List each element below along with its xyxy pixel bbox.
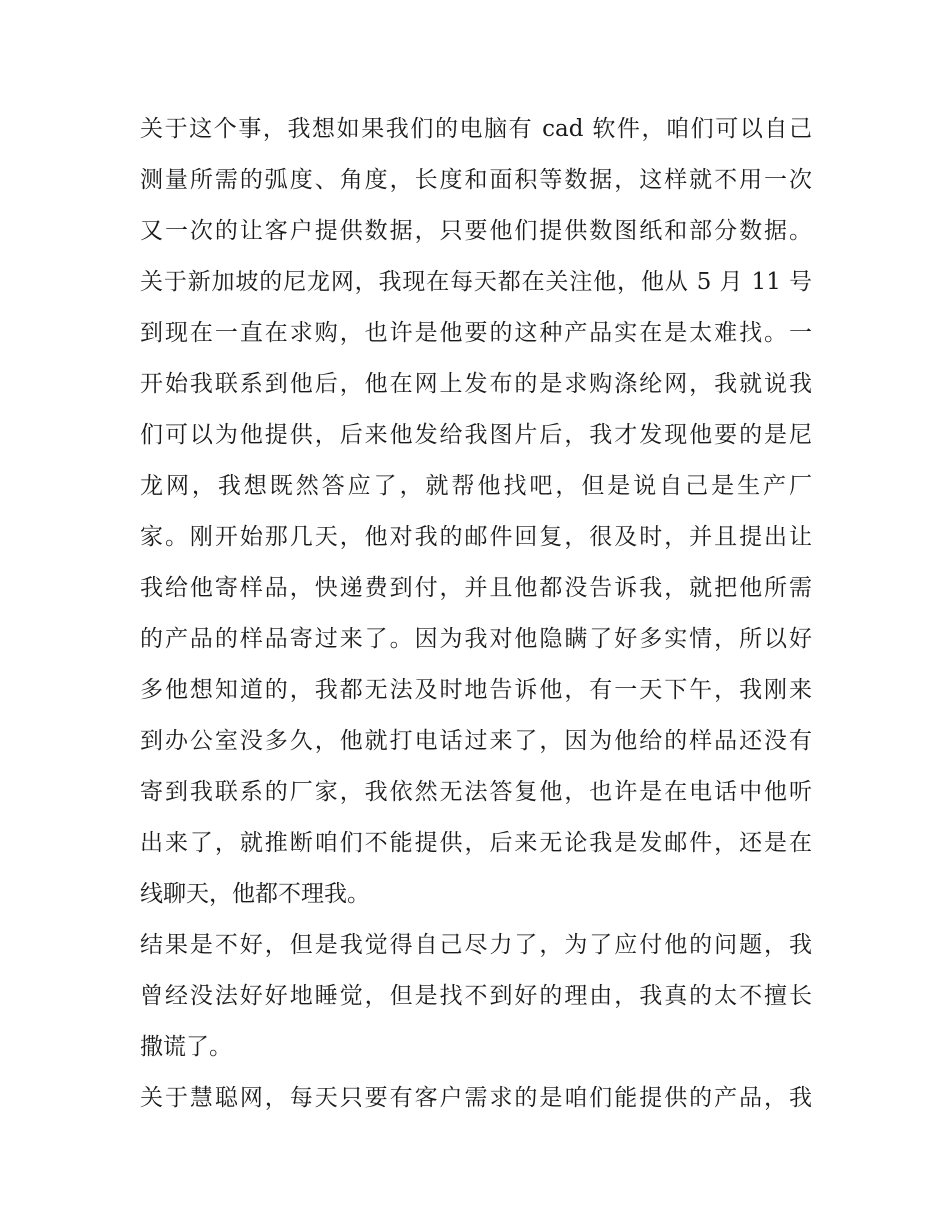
- paragraph-result-reflection: [140, 920, 812, 1073]
- text-line: 们可以为他提供，后来他发给我图片后，我才发现他要的是尼: [140, 422, 812, 448]
- text-line: 结果是不好，但是我觉得自己尽力了，为了应付他的问题，我: [140, 932, 812, 958]
- paragraph-singapore-nylon-net: [140, 257, 812, 920]
- text-line: 出来了，就推断咱们不能提供，后来无论我是发邮件，还是在: [140, 830, 812, 856]
- text-line: 测量所需的弧度、角度，长度和面积等数据，这样就不用一次: [140, 167, 812, 193]
- text-line: 到现在一直在求购，也许是他要的这种产品实在是太难找。一: [140, 320, 812, 346]
- text-line: 龙网，我想既然答应了，就帮他找吧，但是说自己是生产厂: [140, 473, 812, 499]
- text-line: 开始我联系到他后，他在网上发布的是求购涤纶网，我就说我: [140, 371, 812, 397]
- text-line: 又一次的让客户提供数据，只要他们提供数图纸和部分数据。: [140, 218, 812, 244]
- paragraph-cad-software: [140, 104, 812, 257]
- text-line: 寄到我联系的厂家，我依然无法答复他，也许是在电话中他听: [140, 779, 812, 805]
- text-line: 撒谎了。: [140, 1034, 232, 1060]
- text-line: 家。刚开始那几天，他对我的邮件回复，很及时，并且提出让: [140, 524, 812, 550]
- text-line: 关于慧聪网，每天只要有客户需求的是咱们能提供的产品，我: [140, 1085, 812, 1111]
- text-line: 多他想知道的，我都无法及时地告诉他，有一天下午，我刚来: [140, 677, 812, 703]
- text-line: 关于这个事，我想如果我们的电脑有 cad 软件，咱们可以自己: [140, 116, 812, 142]
- text-line: 到办公室没多久，他就打电话过来了，因为他给的样品还没有: [140, 728, 812, 754]
- text-line: 的产品的样品寄过来了。因为我对他隐瞒了好多实情，所以好: [140, 626, 812, 652]
- text-line: 线聊天，他都不理我。: [140, 881, 370, 907]
- paragraph-huicong-net: [140, 1073, 812, 1124]
- text-line: 曾经没法好好地睡觉，但是找不到好的理由，我真的太不擅长: [140, 983, 812, 1009]
- text-line: 关于新加坡的尼龙网，我现在每天都在关注他，他从 5 月 11 号: [140, 269, 812, 295]
- text-line: 我给他寄样品，快递费到付，并且他都没告诉我，就把他所需: [140, 575, 812, 601]
- document-body: [140, 104, 812, 1124]
